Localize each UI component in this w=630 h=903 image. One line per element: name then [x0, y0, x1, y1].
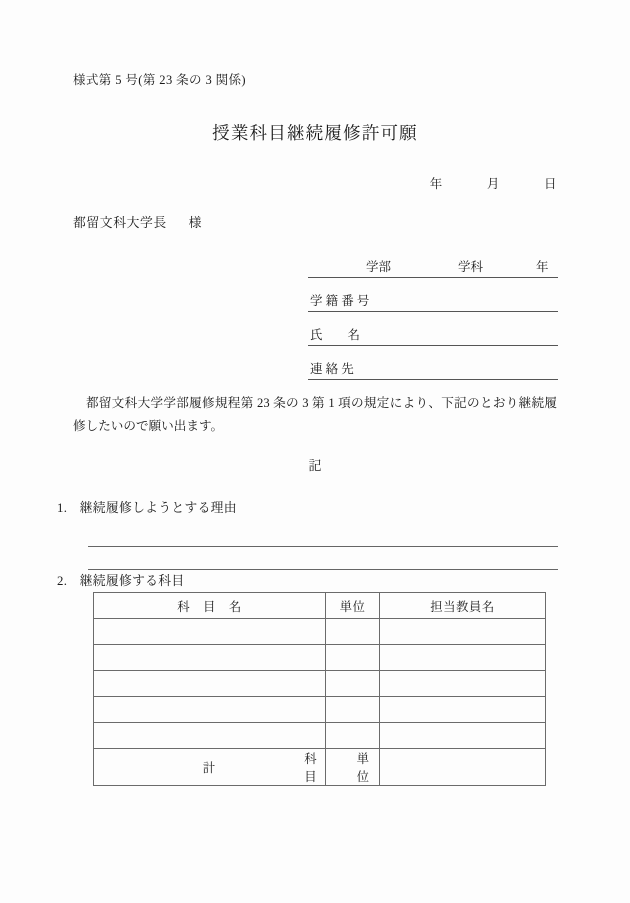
contact-label: 連 絡 先	[310, 362, 354, 376]
item-2-courses	[57, 570, 184, 589]
item-2-number: 2.	[57, 574, 68, 588]
cell-subject[interactable]	[94, 723, 326, 749]
cell-instructor[interactable]	[380, 671, 546, 697]
table-row	[94, 645, 546, 671]
reason-line-2[interactable]	[88, 547, 558, 570]
contact-rule[interactable]	[308, 379, 558, 380]
table-row	[94, 723, 546, 749]
total-credit-unit: 単位	[356, 752, 369, 784]
body-paragraph	[73, 392, 557, 439]
reason-writing-lines	[88, 524, 558, 570]
date-year-label: 年	[429, 177, 443, 191]
page-title: 授業科目継続履修許可願	[212, 123, 418, 143]
department-label: 学科	[458, 260, 484, 274]
student-id-row	[308, 283, 558, 312]
ki-marker: 記	[308, 458, 322, 473]
addressee	[73, 212, 202, 231]
cell-credit[interactable]	[326, 723, 380, 749]
cell-credit[interactable]	[326, 619, 380, 645]
date-day-label: 日	[544, 177, 557, 191]
student-id-rule[interactable]	[308, 311, 558, 312]
grade-year-label: 年	[536, 260, 549, 274]
addressee-name: 都留文科大学長	[73, 216, 167, 230]
total-label: 計	[94, 749, 326, 786]
item-1-label: 継続履修しようとする理由	[79, 501, 237, 515]
cell-credit[interactable]	[326, 671, 380, 697]
cell-credit[interactable]	[326, 645, 380, 671]
cell-credit[interactable]	[326, 697, 380, 723]
total-subject-unit: 科目	[304, 752, 317, 784]
date-line	[0, 174, 558, 192]
faculty-rule[interactable]	[308, 277, 558, 278]
table-header-row	[94, 593, 546, 619]
form-number: 様式第 5 号(第 23 条の 3 関係)	[73, 73, 246, 87]
student-name-label: 氏 名	[310, 328, 361, 342]
item-1-number: 1.	[57, 501, 68, 515]
faculty-label: 学部	[366, 260, 392, 274]
table-total-row	[94, 749, 546, 786]
table-row	[94, 619, 546, 645]
table-row	[94, 697, 546, 723]
cell-instructor[interactable]	[380, 645, 546, 671]
cell-instructor[interactable]	[380, 723, 546, 749]
reason-line-1[interactable]	[88, 524, 558, 547]
body-text: 都留文科大学学部履修規程第 23 条の 3 第 1 項の規定により、下記のとおり継続履修したいので願い出ます。	[73, 396, 557, 434]
cell-subject[interactable]	[94, 697, 326, 723]
cell-subject[interactable]	[94, 671, 326, 697]
header-subject-name: 科 目 名	[94, 593, 326, 619]
total-blank-cell[interactable]	[380, 749, 546, 786]
student-faculty-row	[308, 252, 558, 278]
date-month-label: 月	[486, 177, 500, 191]
item-2-label: 継続履修する科目	[79, 574, 185, 588]
cell-instructor[interactable]	[380, 619, 546, 645]
student-name-row	[308, 317, 558, 346]
item-1-reason	[57, 497, 237, 516]
cell-subject[interactable]	[94, 645, 326, 671]
addressee-honorific: 様	[188, 216, 202, 230]
student-id-label: 学 籍 番 号	[310, 294, 370, 308]
cell-subject[interactable]	[94, 619, 326, 645]
header-instructor: 担当教員名	[380, 593, 546, 619]
student-info-block	[308, 252, 558, 380]
cell-instructor[interactable]	[380, 697, 546, 723]
table-row	[94, 671, 546, 697]
course-table	[93, 592, 546, 786]
student-contact-row	[308, 351, 558, 380]
total-summary-cell[interactable]	[304, 749, 380, 786]
header-credits: 単位	[326, 593, 380, 619]
student-name-rule[interactable]	[308, 345, 558, 346]
